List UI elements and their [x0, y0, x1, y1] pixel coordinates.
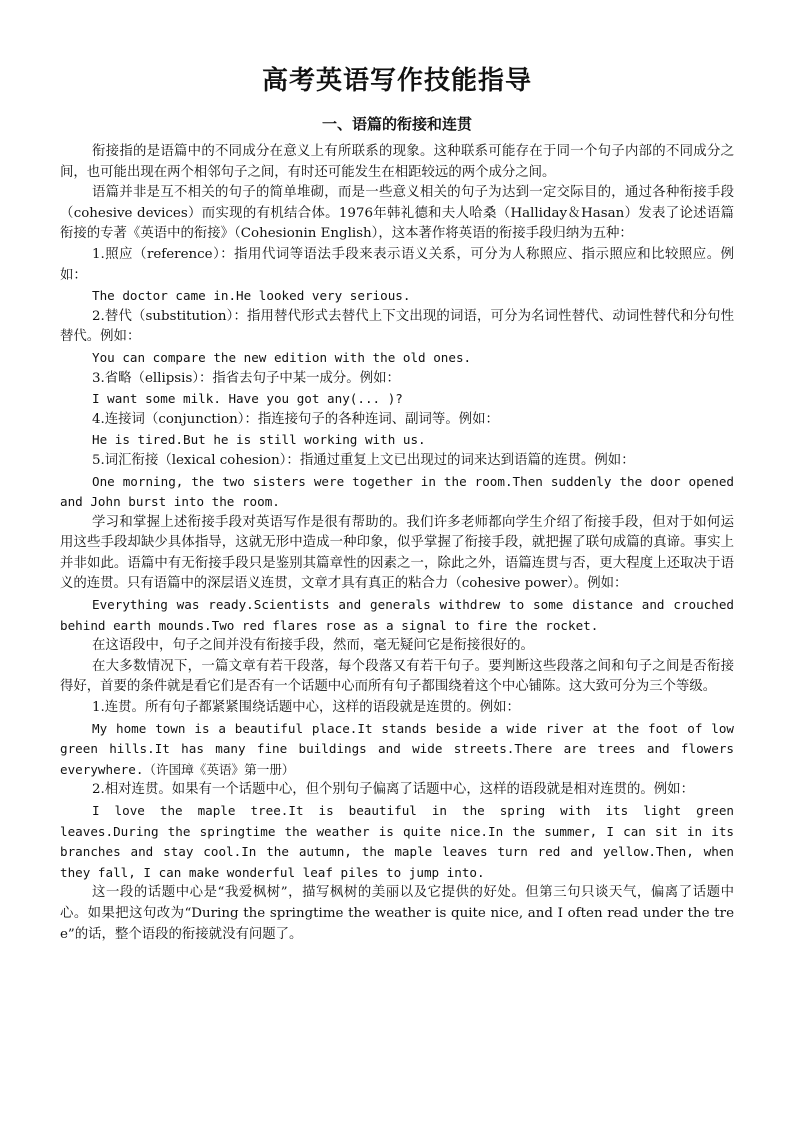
example-sentence: He is tired.But he is still working with us. [92, 432, 426, 448]
example-sentence: My home town is a beautiful place.It stands beside a wide river at the foot of low green hills.It has many fine buildings and wide streets.There are trees and flowers everywhere.（许国璋《英语》第一册） [60, 720, 734, 777]
example-sentence: Everything was ready.Scientists and generals withdrew to some distance and crouched behind earth mounds.Two red flares rose as a signal to fire the rocket. [60, 597, 734, 633]
document-body [60, 142, 734, 945]
example-sentence: You can compare the new edition with the old ones. [92, 349, 472, 365]
body-paragraph: 这一段的话题中心是“我爱枫树”，描写枫树的美丽以及它提供的好处。但第三句只谈天气，偏离了话题中心。如果把这句改为“During the springtime the weather is quite nice, and I often read under the tree”的话，整个语段的衔接就没有问题了。 [60, 885, 734, 942]
body-paragraph: 在这语段中，句子之间并没有衔接手段，然而，毫无疑问它是衔接很好的。 [92, 638, 534, 654]
body-paragraph: 学习和掌握上述衔接手段对英语写作是很有帮助的。我们许多老师都向学生介绍了衔接手段，但对于如何运用这些手段却缺少具体指导，这就无形中造成一种印象，似乎掌握了衔接手段，就把握了联句成篇的真谛。事实上并非如此。语篇中有无衔接手段只是鉴别其篇章性的因素之一，除此之外，语篇连贯与否，更大程度上还取决于语义的连贯。只有语篇中的深层语义连贯，文章才具有真正的粘合力（cohesive power）。例如： [60, 514, 734, 592]
body-paragraph: 衔接指的是语篇中的不同成分在意义上有所联系的现象。这种联系可能存在于同一个句子内部的不同成分之间，也可能出现在两个相邻句子之间，有时还可能发生在相距较远的两个成分之间。 [60, 144, 734, 180]
body-paragraph: 5.词汇衔接（lexical cohesion）：指通过重复上文已出现过的词来达到语篇的连贯。例如： [92, 452, 635, 468]
example-sentence: I want some milk. Have you got any(... )? [92, 391, 403, 407]
body-paragraph: 1.连贯。所有句子都紧紧围绕话题中心，这样的语段就是连贯的。例如： [92, 700, 520, 716]
body-paragraph: 1.照应（reference）：指用代词等语法手段来表示语义关系，可分为人称照应、指示照应和比较照应。例如： [60, 246, 734, 283]
body-paragraph: 4.连接词（conjunction）：指连接句子的各种连词、副词等。例如： [92, 411, 499, 427]
section-heading: 一、语篇的衔接和连贯 [321, 115, 472, 133]
example-sentence: The doctor came in.He looked very serious. [92, 288, 411, 304]
body-paragraph: 2.相对连贯。如果有一个话题中心，但个别句子偏离了话题中心，这样的语段就是相对连贯的。例如： [92, 782, 694, 798]
body-paragraph: 2.替代（substitution）：指用替代形式去替代上下文出现的词语，可分为名词性替代、动词性替代和分句性替代。例如： [60, 308, 734, 345]
page-title: 高考英语写作技能指导 [261, 66, 532, 96]
body-paragraph: 在大多数情况下，一篇文章有若干段落，每个段落又有若干句子。要判断这些段落之间和句子之间是否衔接得好，首要的条件就是看它们是否有一个话题中心而所有句子都围绕着这个中心铺陈。这大致可分为三个等级。 [60, 658, 734, 695]
body-paragraph: 3.省略（ellipsis）：指省去句子中某一成分。例如： [92, 370, 400, 386]
example-sentence: I love the maple tree.It is beautiful in the spring with its light green leaves.During the springtime the weather is quite nice.In the summer, I can sit in its branches and stay cool.In the autumn, the maple leaves turn red and yellow.Then, when they fall, I can make wonderful leaf piles to jump into. [60, 803, 734, 880]
body-paragraph: 语篇并非是互不相关的句子的简单堆砌，而是一些意义相关的句子为达到一定交际目的，通过各种衔接手段（cohesive devices）而实现的有机结合体。1976年韩礼德和夫人哈桑（Halliday＆Hasan）发表了论述语篇衔接的专著《英语中的衔接》（Cohesionin English），这本著作将英语的衔接手段归纳为五种： [60, 185, 734, 242]
example-sentence: One morning, the two sisters were together in the room.Then suddenly the door opened and John burst into the room. [60, 473, 734, 510]
